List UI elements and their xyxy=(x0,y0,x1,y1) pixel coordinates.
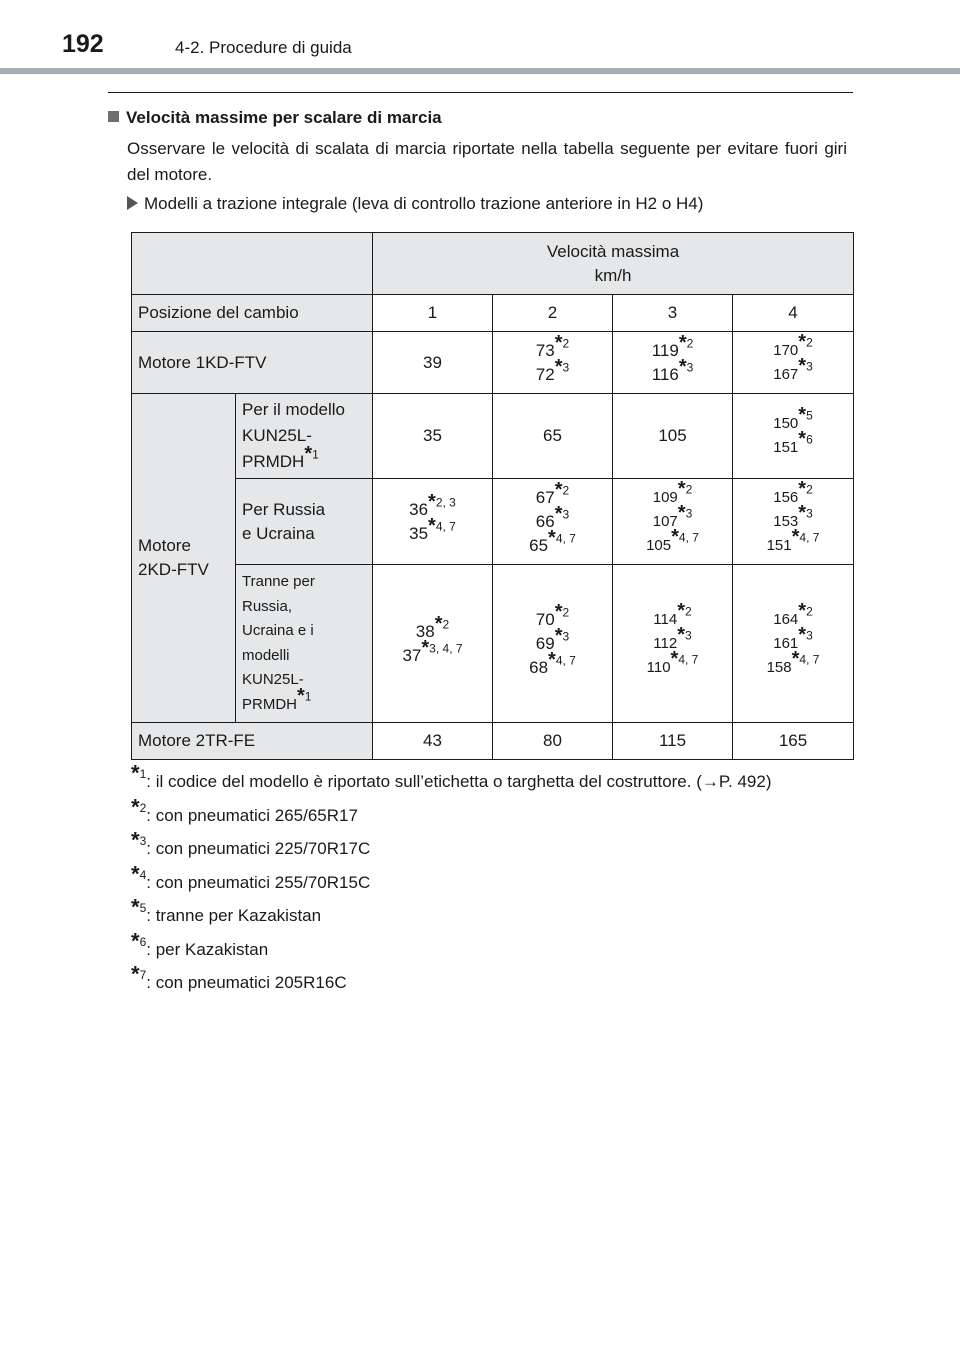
cell-g3: 109*$^2$ 107*$^3$ 105*$^{4, 7}$ xyxy=(613,479,733,565)
cell-g2: 73*$^2$ 72*$^3$ xyxy=(493,332,613,394)
cell-g3: 119*$^2$ 116*$^3$ xyxy=(613,332,733,394)
cell-g2: 67*$^2$ 66*$^3$ 65*$^{4, 7}$ xyxy=(493,479,613,565)
cell-g1: 36*$^{2, 3}$ 35*$^{4, 7}$ xyxy=(373,479,493,565)
row-label: Per Russia e Ucraina xyxy=(236,479,373,565)
section-title: 4-2. Procedure di guida xyxy=(175,38,352,57)
cell-g4: 165 xyxy=(733,723,854,760)
header-empty-cell xyxy=(132,233,373,295)
cell-g3: 105 xyxy=(613,394,733,479)
footnote: *$^4$: con pneumatici 255/70R15C xyxy=(131,860,371,892)
group-label-2kd: Motore 2KD-FTV xyxy=(132,394,236,723)
gear-3: 3 xyxy=(613,295,733,332)
footnotes xyxy=(131,760,861,1003)
page-header xyxy=(0,0,960,72)
row-label: Tranne per Russia, Ucraina e i modelli KUN25L- PRMDH*$^1$ xyxy=(236,565,373,723)
cell-g1: 43 xyxy=(373,723,493,760)
header-max-speed: Velocità massima km/h xyxy=(373,233,854,295)
row-label: Motore 2TR-FE xyxy=(132,723,373,760)
downshift-speed-table xyxy=(131,232,854,760)
header-bar xyxy=(0,68,960,74)
cell-g4: 150*$^5$ 151*$^6$ xyxy=(733,394,854,479)
row-label: Per il modello KUN25L- PRMDH*$^1$ xyxy=(236,394,373,479)
gear-4: 4 xyxy=(733,295,854,332)
footnote: *$^7$: con pneumatici 205R16C xyxy=(131,961,347,992)
intro-paragraph: Osservare le velocità di scalata di marcia riportate nella tabella seguente per evitare fuori giri del motore. xyxy=(127,139,847,184)
footnote: *$^2$: con pneumatici 265/65R17 xyxy=(131,793,358,825)
table-row-russia xyxy=(132,479,854,565)
cell-g1: 38*$^2$ 37*$^{3, 4, 7}$ xyxy=(373,565,493,723)
table-row-2tr xyxy=(132,723,854,760)
footnote: *$^3$: con pneumatici 225/70R17C xyxy=(131,827,371,858)
footnote: *$^1$: il codice del modello è riportato sull’etichetta o targhetta del costruttore. (→P. 492) xyxy=(131,760,772,791)
gear-2: 2 xyxy=(493,295,613,332)
divider xyxy=(108,92,853,93)
footnote: *$^5$: tranne per Kazakistan xyxy=(131,894,322,925)
cell-g4: 164*$^2$ 161*$^3$ 158*$^{4, 7}$ xyxy=(733,565,854,723)
cell-g1: 35 xyxy=(373,394,493,479)
table-row-other xyxy=(132,565,854,723)
cell-g2: 65 xyxy=(493,394,613,479)
page-number: 192 xyxy=(62,30,104,58)
triangle-bullet-icon xyxy=(127,196,138,210)
table-header-row xyxy=(132,233,854,295)
table-row-kun25l xyxy=(132,394,854,479)
cell-g2: 70*$^2$ 69*$^3$ 68*$^{4, 7}$ xyxy=(493,565,613,723)
cell-g1: 39 xyxy=(373,332,493,394)
cell-g2: 80 xyxy=(493,723,613,760)
cell-g3: 114*$^2$ 112*$^3$ 110*$^{4, 7}$ xyxy=(613,565,733,723)
square-bullet-icon xyxy=(108,111,119,122)
cell-g3: 115 xyxy=(613,723,733,760)
table-row-1kd xyxy=(132,332,854,394)
gear-position-label: Posizione del cambio xyxy=(132,295,373,332)
subsection-heading: Velocità massime per scalare di marcia xyxy=(108,108,442,128)
row-label: Motore 1KD-FTV xyxy=(132,332,373,394)
table-row-gears xyxy=(132,295,854,332)
gear-1: 1 xyxy=(373,295,493,332)
cell-g4: 170*$^2$ 167*$^3$ xyxy=(733,332,854,394)
cell-g4: 156*$^2$ 153*$^3$ 151*$^{4, 7}$ xyxy=(733,479,854,565)
model-condition: Modelli a trazione integrale (leva di controllo trazione anteriore in H2 o H4) xyxy=(127,194,703,214)
footnote: *$^6$: per Kazakistan xyxy=(131,927,269,959)
